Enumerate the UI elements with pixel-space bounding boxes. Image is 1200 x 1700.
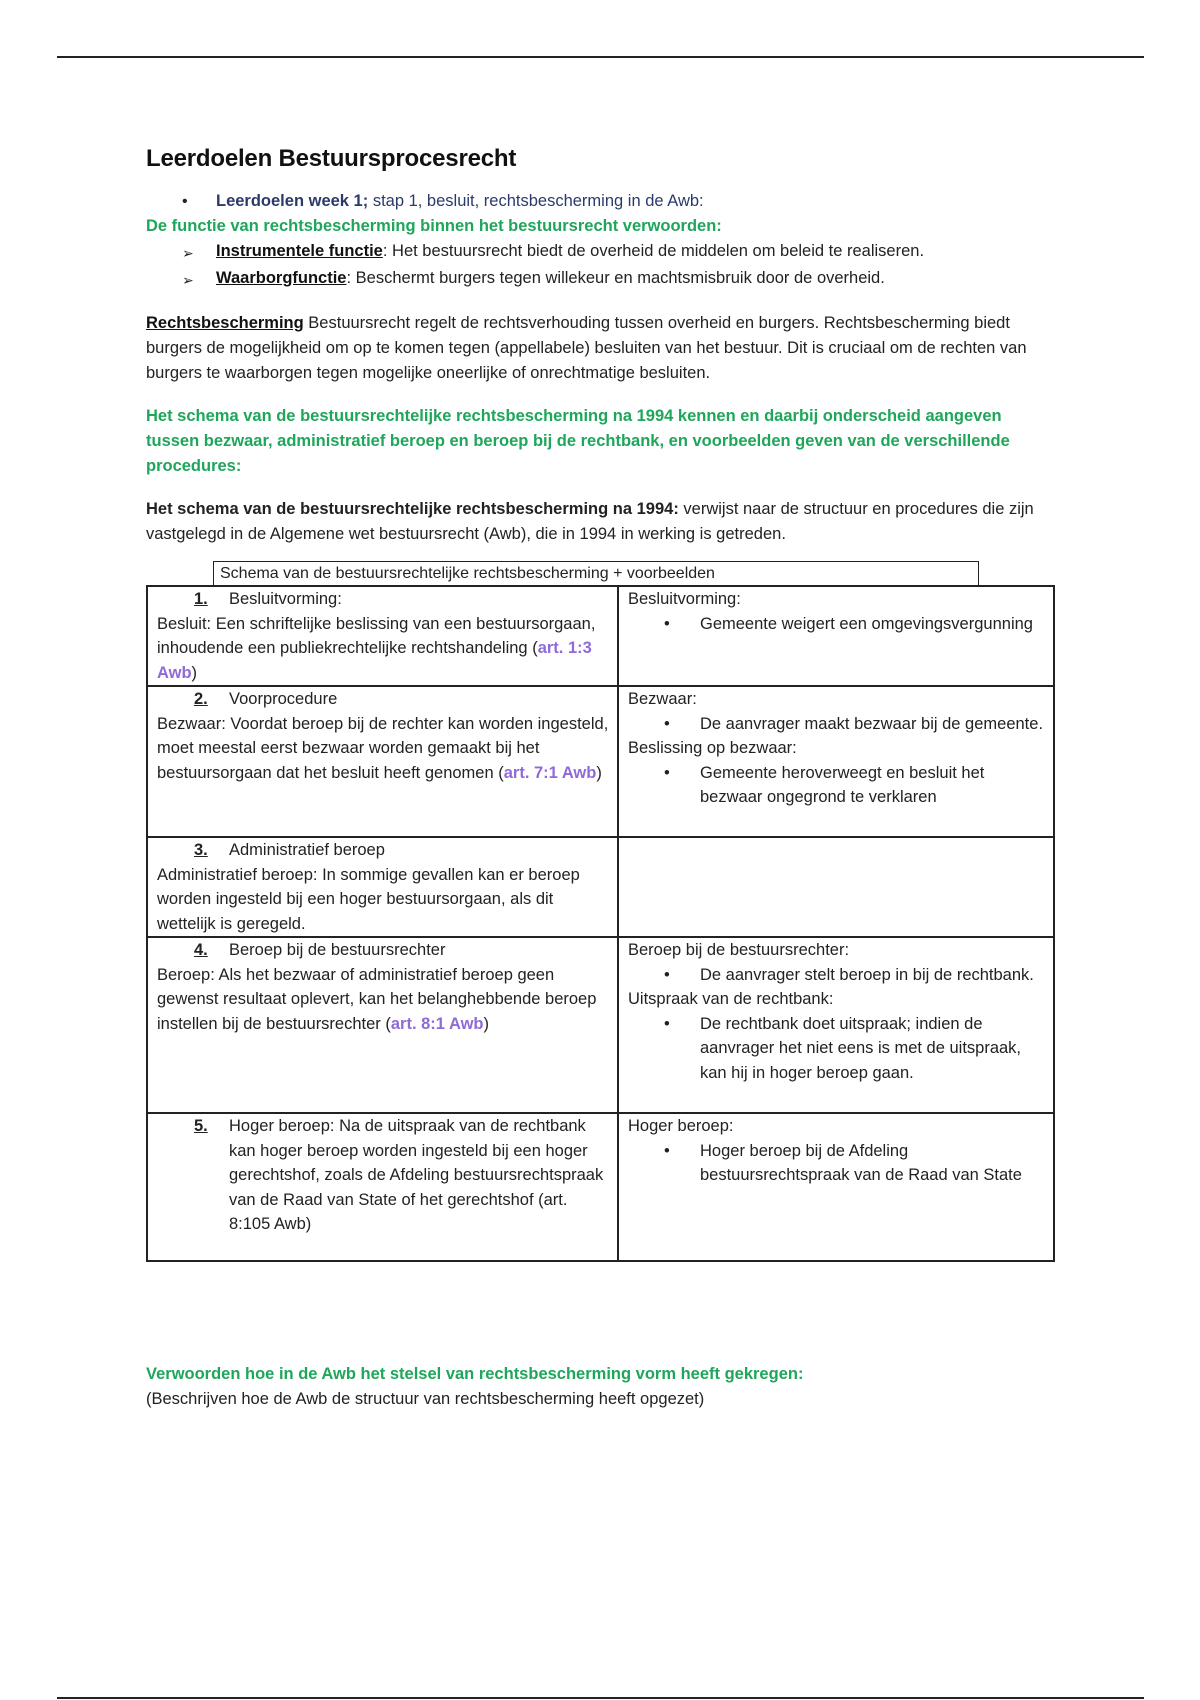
table-cell-left: 1. Besluitvorming: Besluit: Een schriftelijke beslissing van een bestuursorgaan, inhoudende een publiekrechtelijke rechtshandeling (art. 1:3 Awb) [147,586,618,686]
table-cell-right: Beroep bij de bestuursrechter: • De aanvrager stelt beroep in bij de rechtbank. Uitspraak van de rechtbank: • De rechtbank doet uitspraak; indien de aanvrager het niet eens is met de uitspraak, kan hij in hoger beroep gaan. [618,937,1054,1113]
table-caption: Schema van de bestuursrechtelijke rechtsbescherming + voorbeelden [213,561,979,585]
schema-table [146,585,1055,1262]
functie-item: ➢ Instrumentele functie: Het bestuursrecht biedt de overheid de middelen om beleid te realiseren. [182,239,1056,266]
table-cell-left: 3. Administratief beroep Administratief beroep: In sommige gevallen kan er beroep worden ingesteld bij een hoger bestuursorgaan, als dit wettelijk is geregeld. [147,837,618,937]
table-cell-left: 2. Voorprocedure Bezwaar: Voordat beroep bij de rechter kan worden ingesteld, moet meestal eerst bezwaar worden gemaakt bij het bestuursorgaan dat het besluit heeft genomen (art. 7:1 Awb) [147,686,618,837]
table-row [147,837,1054,937]
table-row [147,686,1054,837]
table-cell-left: 4. Beroep bij de bestuursrechter Beroep: Als het bezwaar of administratief beroep geen gewenst resultaat oplevert, kan het belanghebbende beroep instellen bij de bestuursrechter (art. 8:1 Awb) [147,937,618,1113]
table-cell-left: 5. Hoger beroep: Na de uitspraak van de rechtbank kan hoger beroep worden ingesteld bij een hoger gerechtshof, zoals de Afdeling bestuursrechtspraak van de Raad van State of het gerechtshof (art. 8:105 Awb) [147,1113,618,1261]
week-text: Leerdoelen week 1; stap 1, besluit, rechtsbescherming in de Awb: [216,192,704,210]
table-cell-right: Bezwaar: • De aanvrager maakt bezwaar bij de gemeente. Beslissing op bezwaar: • Gemeente heroverweegt en besluit het bezwaar ongegrond te verklaren [618,686,1054,837]
table-cell-right: Hoger beroep: • Hoger beroep bij de Afdeling bestuursrechtspraak van de Raad van State [618,1113,1054,1261]
table-cell-right [618,837,1054,937]
schema-heading: Het schema van de bestuursrechtelijke rechtsbescherming na 1994 kennen en daarbij onderscheid aangeven tussen bezwaar, administratief beroep en beroep bij de rechtbank, en voorbeelden geven van de verschillende procedures: [146,407,1010,475]
functie-heading: De functie van rechtsbescherming binnen het bestuursrecht verwoorden: [146,217,722,235]
table-row [147,586,1054,686]
functie-item: ➢ Waarborgfunctie: Beschermt burgers tegen willekeur en machtsmisbruik door de overheid. [182,266,1056,293]
page-title: Leerdoelen Bestuursprocesrecht [146,145,517,172]
table-row [147,1113,1054,1261]
schema-intro: Het schema van de bestuursrechtelijke rechtsbescherming na 1994: verwijst naar de structuur en procedures die zijn vastgelegd in de Algemene wet bestuursrecht (Awb), die in 1994 in werking is getreden. [146,500,1034,543]
arrow-icon: ➢ [182,245,194,261]
awb-text: (Beschrijven hoe de Awb de structuur van rechtsbescherming heeft opgezet) [146,1390,705,1408]
document-page [146,145,1056,1412]
table-row [147,937,1054,1113]
bottom-rule [57,1697,1144,1699]
bullet-marker: • [182,193,188,210]
top-rule [57,56,1144,58]
arrow-icon: ➢ [182,272,194,288]
table-cell-right: Besluitvorming: • Gemeente weigert een omgevingsvergunning [618,586,1054,686]
rechtsbescherming-paragraph: Rechtsbescherming Bestuursrecht regelt de rechtsverhouding tussen overheid en burgers. Rechtsbescherming biedt burgers de mogelijkheid om op te komen tegen (appellabele) besluiten van het bestuur. Dit is cruciaal om de rechten van burgers te waarborgen tegen mogelijke oneerlijke of onrechtmatige besluiten. [146,314,1027,382]
week-bullet [182,189,1056,214]
awb-heading: Verwoorden hoe in de Awb het stelsel van rechtsbescherming vorm heeft gekregen: [146,1365,804,1383]
